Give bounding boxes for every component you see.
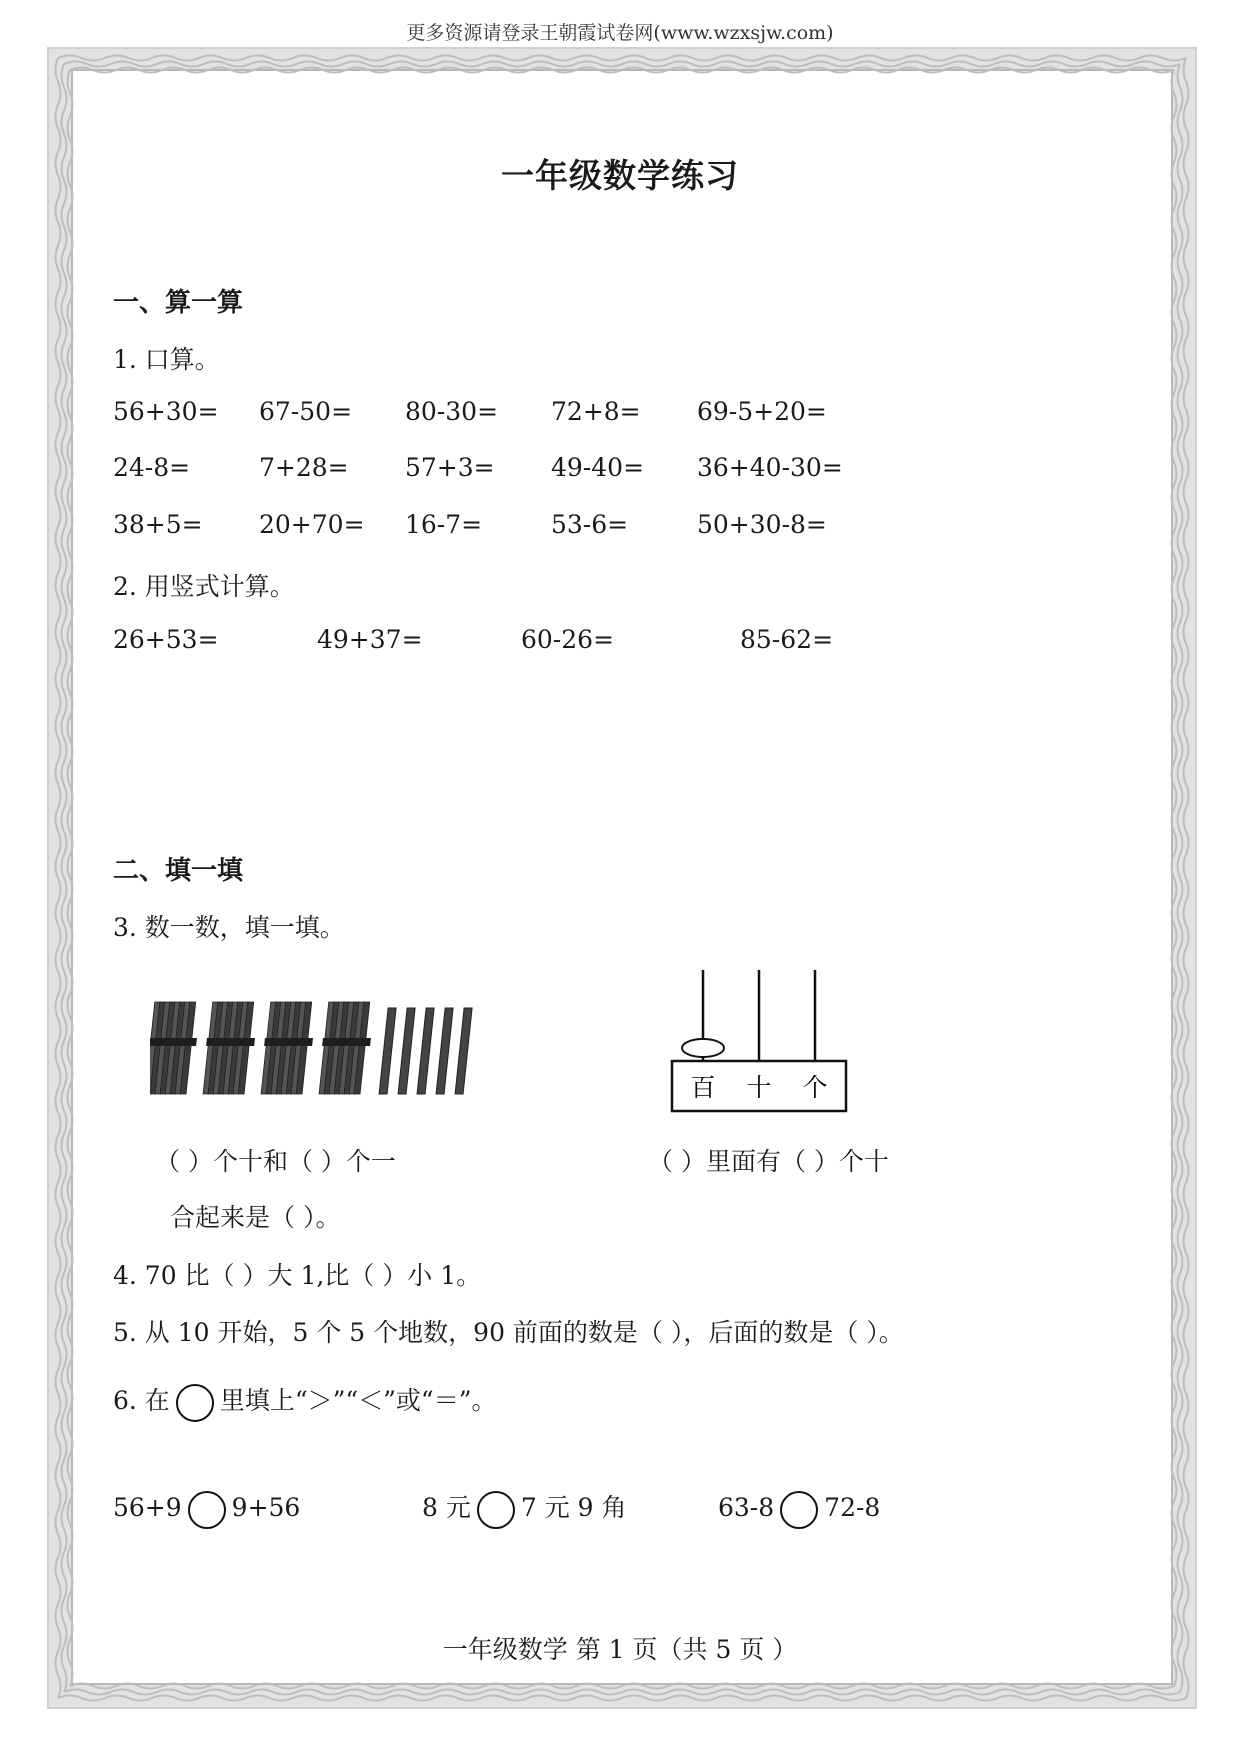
abacus-label-tens: 十 bbox=[746, 1073, 772, 1102]
mental-math-item: 69-5+20= bbox=[697, 397, 827, 426]
mental-math-item: 36+40-30= bbox=[697, 453, 843, 482]
mental-math-item: 50+30-8= bbox=[697, 510, 827, 539]
mental-math-item: 72+8= bbox=[551, 397, 641, 426]
mental-math-item: 67-50= bbox=[259, 397, 353, 426]
abacus-label-hundreds: 百 bbox=[690, 1073, 716, 1102]
section-heading-1: 一、算一算 bbox=[113, 288, 244, 318]
question-6-suffix: 里填上“＞”“＜”或“＝”。 bbox=[219, 1386, 497, 1415]
question-6-prefix: 6. 在 bbox=[113, 1386, 170, 1415]
abacus-label-ones: 个 bbox=[802, 1073, 828, 1102]
vertical-calc-item: 85-62= bbox=[740, 625, 834, 654]
mental-math-item: 57+3= bbox=[405, 453, 495, 482]
abacus-bead bbox=[682, 1039, 724, 1057]
site-header: 更多资源请登录王朝霞试卷网(www.wzxsjw.com) bbox=[406, 22, 834, 44]
mental-math-item: 56+30= bbox=[113, 397, 219, 426]
single-stick bbox=[436, 1008, 453, 1094]
mental-math-item: 20+70= bbox=[259, 510, 365, 539]
single-stick bbox=[398, 1008, 415, 1094]
question-3-label: 3. 数一数，填一填。 bbox=[113, 913, 345, 942]
abacus-illustration bbox=[660, 965, 860, 1115]
mental-math-item: 49-40= bbox=[551, 453, 645, 482]
comparison-left: 8 元 bbox=[422, 1493, 471, 1522]
stick-bundle bbox=[259, 1002, 317, 1094]
comparison-circle[interactable] bbox=[780, 1491, 818, 1529]
stick-bundle bbox=[317, 1002, 375, 1094]
comparison-right: 72-8 bbox=[824, 1493, 881, 1522]
counting-sticks-illustration bbox=[150, 990, 500, 1110]
comparison-circle[interactable] bbox=[477, 1491, 515, 1529]
comparison-circle[interactable] bbox=[188, 1491, 226, 1529]
page-title: 一年级数学练习 bbox=[501, 156, 739, 195]
single-stick bbox=[379, 1008, 396, 1094]
question-6 bbox=[113, 1380, 497, 1422]
mental-math-item: 24-8= bbox=[113, 453, 191, 482]
comparison-item bbox=[113, 1487, 300, 1529]
page-footer: 一年级数学 第 1 页（共 5 页 ） bbox=[442, 1635, 798, 1664]
question-2-label: 2. 用竖式计算。 bbox=[113, 572, 295, 601]
mental-math-item: 53-6= bbox=[551, 510, 629, 539]
single-stick bbox=[455, 1008, 472, 1094]
circle-icon bbox=[176, 1384, 214, 1422]
stick-bundle bbox=[150, 1002, 201, 1094]
question-1-label: 1. 口算。 bbox=[113, 345, 220, 374]
mental-math-item: 38+5= bbox=[113, 510, 203, 539]
question-3-blank-left: （ ）个十和（ ）个一 bbox=[155, 1147, 396, 1176]
question-5: 5. 从 10 开始，5 个 5 个地数，90 前面的数是（ ），后面的数是（ ）。 bbox=[113, 1318, 904, 1347]
comparison-right: 7 元 9 角 bbox=[520, 1493, 627, 1522]
question-3-blank-right: （ ）里面有（ ）个十 bbox=[648, 1147, 889, 1176]
section-heading-2: 二、填一填 bbox=[113, 856, 244, 886]
mental-math-item: 80-30= bbox=[405, 397, 499, 426]
question-3-blank-left-cont: 合起来是（ ）。 bbox=[170, 1203, 341, 1232]
single-stick bbox=[417, 1008, 434, 1094]
comparison-item bbox=[422, 1487, 627, 1529]
comparison-item bbox=[718, 1487, 880, 1529]
vertical-calc-item: 60-26= bbox=[521, 625, 615, 654]
stick-bundle bbox=[201, 1002, 259, 1094]
mental-math-item: 16-7= bbox=[405, 510, 483, 539]
mental-math-item: 7+28= bbox=[259, 453, 349, 482]
vertical-calc-item: 26+53= bbox=[113, 625, 219, 654]
comparison-right: 9+56 bbox=[231, 1493, 301, 1522]
comparison-left: 56+9 bbox=[113, 1493, 182, 1522]
comparison-left: 63-8 bbox=[718, 1493, 775, 1522]
question-4: 4. 70 比（ ）大 1,比（ ）小 1。 bbox=[113, 1261, 482, 1290]
vertical-calc-item: 49+37= bbox=[317, 625, 423, 654]
